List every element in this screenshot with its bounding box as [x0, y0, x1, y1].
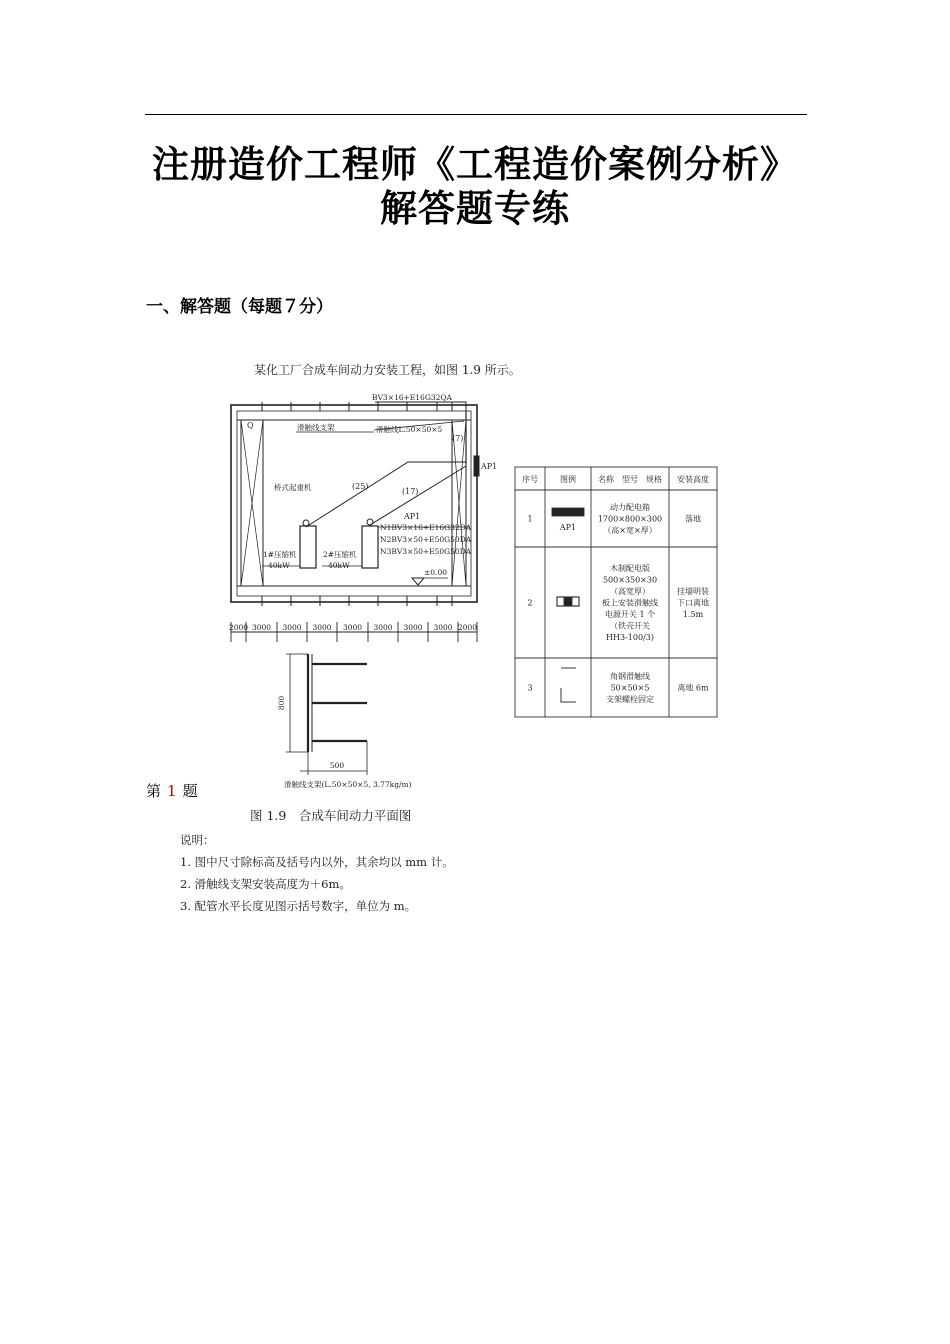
question-number: [146, 780, 198, 801]
paren-25-label: (25): [352, 482, 369, 491]
slide-line-label: 滑触线L.50×50×5: [376, 425, 443, 434]
table-name-line: （高×宽×厚）: [603, 526, 657, 535]
section-heading: 一、解答题（每题７分）: [146, 297, 333, 317]
dimension-label: 3000: [403, 623, 423, 632]
table-header-cell: 图例: [560, 475, 576, 484]
question-suffix: 题: [182, 782, 198, 800]
paren-17-label: (17): [402, 487, 419, 496]
table-legend-label: AP1: [559, 523, 577, 532]
table-name-line: （铁壳开关: [610, 621, 650, 631]
question-prefix: 第: [146, 782, 162, 800]
ap1-label: AP1: [404, 512, 421, 521]
elevation-symbol: [412, 578, 424, 585]
support-width-dim: 500: [329, 761, 345, 770]
note-3: 3. 配管水平长度见图示括号数字，单位为 m。: [180, 899, 417, 913]
table-name-line: 角钢滑触线: [610, 672, 650, 681]
compressor-2-power: 40kW: [328, 561, 350, 570]
circuit-n3-label: N3BV3×50+E50G50DA: [380, 547, 472, 556]
table-name-line: HH3-100/3): [606, 633, 654, 642]
table-height-line: 下口离地: [677, 598, 709, 608]
paren-7-label: (7): [452, 434, 464, 443]
table-name-line: 板上安装滑触线: [602, 598, 658, 608]
table-name-line: （高宽厚）: [610, 587, 650, 596]
note-2: 2. 滑触线支架安装高度为＋6m。: [180, 877, 351, 891]
compressor-2-name: 2#压缩机: [323, 550, 357, 559]
note-1: 1. 图中尺寸除标高及括号内以外，其余均以 mm 计。: [180, 855, 454, 869]
table-name-line: 支架螺栓固定: [606, 695, 654, 704]
notes-title: 说明：: [180, 833, 215, 847]
circuit-n1-label: N1BV3×16+E16G32DA: [380, 523, 472, 532]
table-row-number: 3: [527, 683, 533, 693]
table-name-line: 动力配电箱: [610, 503, 650, 512]
circuit-n2-label: N2BV3×50+E50G50DA: [380, 535, 472, 544]
table-height-line: 落地: [685, 514, 701, 524]
table-height-line: 1.5m: [682, 610, 704, 619]
top-cable-label: BV3×16+E16G32QA: [372, 393, 452, 402]
table-row-number: 2: [527, 598, 533, 608]
table-name-line: 电源开关 1 个: [604, 610, 656, 619]
table-name-line: 木制配电版: [610, 564, 650, 573]
figure-intro: 某化工厂合成车间动力安装工程，如图 1.9 所示。: [254, 363, 521, 377]
compressor-1: [300, 526, 316, 568]
dimension-label: 3000: [373, 623, 393, 632]
label-q: Q: [247, 421, 254, 430]
figure-caption: 图 1.9 合成车间动力平面图: [250, 808, 412, 823]
table-height-line: 挂墙明装: [677, 587, 709, 596]
question-number-value: 1: [167, 782, 177, 800]
dimension-label: 3000: [342, 623, 363, 632]
cable-run-25: [306, 462, 466, 527]
page-title-line1: 注册造价工程师《工程造价案例分析》: [152, 142, 798, 186]
page-title-line2: 解答题专练: [380, 186, 570, 230]
compressor-2: [362, 526, 378, 568]
table-name-line: 500×350×30: [602, 575, 658, 585]
table-header-cell: 序号: [522, 475, 538, 484]
table-row-number: 1: [527, 514, 533, 524]
table-header-cell: 安装高度: [677, 475, 709, 484]
support-caption: 滑触线支架(L.50×50×5, 3.77kg/m): [284, 780, 412, 789]
support-height-dim: 800: [277, 695, 286, 711]
table-height-line: 离地 6m: [677, 683, 709, 693]
dimension-label: 3000: [433, 623, 453, 632]
dimension-label: 3000: [251, 623, 272, 632]
ap1-right-label: AP1: [481, 462, 498, 471]
support-detail: [286, 654, 367, 775]
crane-label: 桥式起重机: [274, 483, 312, 492]
dimension-label: 3000: [312, 623, 332, 632]
table-header-cell: 名称 型号 规格: [598, 475, 662, 484]
dimension-label: 2000: [457, 623, 478, 632]
slide-support-label: 滑触线支架: [297, 423, 335, 432]
compressor-1-power: 40kW: [268, 561, 290, 570]
ap1-panel: [474, 456, 479, 476]
table-name-line: 50×50×5: [610, 683, 650, 693]
elevation-label: ±0.00: [424, 568, 447, 577]
dimension-label: 3000: [282, 623, 302, 632]
table-name-line: 1700×800×300: [597, 514, 663, 524]
compressor-1-name: 1#压缩机: [263, 550, 297, 559]
dimension-label: 2000: [228, 623, 249, 632]
legend-ap1-symbol: [552, 508, 584, 516]
